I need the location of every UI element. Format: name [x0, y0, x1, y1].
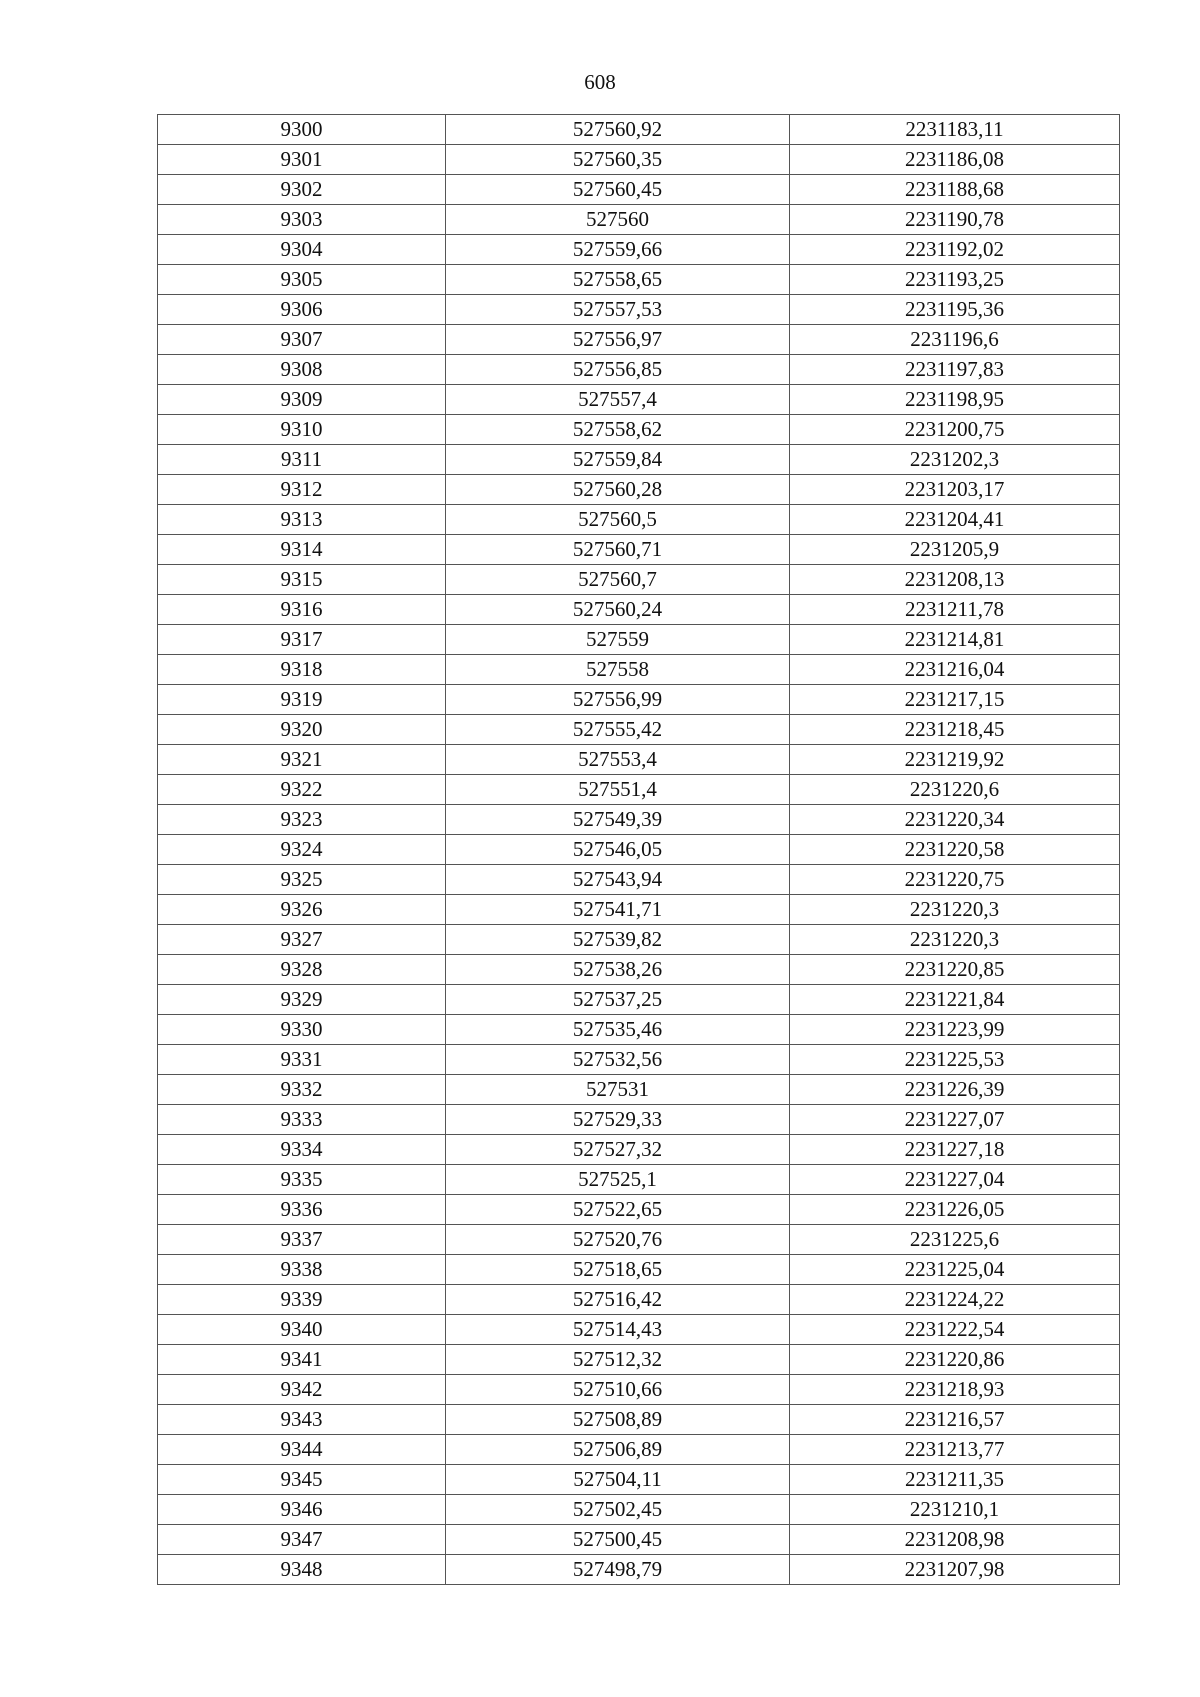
x-coordinate-cell: 527560,5: [446, 505, 790, 535]
table-row: [158, 835, 1120, 865]
x-coordinate-cell: 527522,65: [446, 1195, 790, 1225]
x-coordinate-cell: 527543,94: [446, 865, 790, 895]
x-coordinate-cell: 527556,97: [446, 325, 790, 355]
table-row: [158, 595, 1120, 625]
point-number-cell: 9314: [158, 535, 446, 565]
x-coordinate-cell: 527557,53: [446, 295, 790, 325]
x-coordinate-cell: 527549,39: [446, 805, 790, 835]
x-coordinate-cell: 527516,42: [446, 1285, 790, 1315]
point-number-cell: 9304: [158, 235, 446, 265]
x-coordinate-cell: 527539,82: [446, 925, 790, 955]
x-coordinate-cell: 527560,45: [446, 175, 790, 205]
y-coordinate-cell: 2231220,3: [790, 925, 1120, 955]
x-coordinate-cell: 527560,35: [446, 145, 790, 175]
y-coordinate-cell: 2231203,17: [790, 475, 1120, 505]
y-coordinate-cell: 2231227,07: [790, 1105, 1120, 1135]
y-coordinate-cell: 2231213,77: [790, 1435, 1120, 1465]
x-coordinate-cell: 527529,33: [446, 1105, 790, 1135]
x-coordinate-cell: 527537,25: [446, 985, 790, 1015]
point-number-cell: 9321: [158, 745, 446, 775]
y-coordinate-cell: 2231197,83: [790, 355, 1120, 385]
point-number-cell: 9346: [158, 1495, 446, 1525]
x-coordinate-cell: 527518,65: [446, 1255, 790, 1285]
x-coordinate-cell: 527520,76: [446, 1225, 790, 1255]
point-number-cell: 9331: [158, 1045, 446, 1075]
table-row: [158, 1105, 1120, 1135]
point-number-cell: 9310: [158, 415, 446, 445]
table-row: [158, 1435, 1120, 1465]
table-row: [158, 1525, 1120, 1555]
x-coordinate-cell: 527555,42: [446, 715, 790, 745]
table-row: [158, 1495, 1120, 1525]
point-number-cell: 9335: [158, 1165, 446, 1195]
point-number-cell: 9345: [158, 1465, 446, 1495]
y-coordinate-cell: 2231192,02: [790, 235, 1120, 265]
table-row: [158, 1075, 1120, 1105]
point-number-cell: 9343: [158, 1405, 446, 1435]
point-number-cell: 9332: [158, 1075, 446, 1105]
y-coordinate-cell: 2231218,93: [790, 1375, 1120, 1405]
table-row: [158, 985, 1120, 1015]
table-row: [158, 325, 1120, 355]
y-coordinate-cell: 2231216,04: [790, 655, 1120, 685]
x-coordinate-cell: 527504,11: [446, 1465, 790, 1495]
x-coordinate-cell: 527556,99: [446, 685, 790, 715]
x-coordinate-cell: 527559,66: [446, 235, 790, 265]
table-row: [158, 1045, 1120, 1075]
y-coordinate-cell: 2231220,58: [790, 835, 1120, 865]
x-coordinate-cell: 527546,05: [446, 835, 790, 865]
y-coordinate-cell: 2231220,86: [790, 1345, 1120, 1375]
y-coordinate-cell: 2231200,75: [790, 415, 1120, 445]
x-coordinate-cell: 527559,84: [446, 445, 790, 475]
point-number-cell: 9347: [158, 1525, 446, 1555]
table-row: [158, 685, 1120, 715]
x-coordinate-cell: 527508,89: [446, 1405, 790, 1435]
point-number-cell: 9325: [158, 865, 446, 895]
y-coordinate-cell: 2231205,9: [790, 535, 1120, 565]
point-number-cell: 9301: [158, 145, 446, 175]
point-number-cell: 9319: [158, 685, 446, 715]
table-row: [158, 355, 1120, 385]
x-coordinate-cell: 527506,89: [446, 1435, 790, 1465]
y-coordinate-cell: 2231220,75: [790, 865, 1120, 895]
point-number-cell: 9339: [158, 1285, 446, 1315]
y-coordinate-cell: 2231193,25: [790, 265, 1120, 295]
x-coordinate-cell: 527553,4: [446, 745, 790, 775]
point-number-cell: 9313: [158, 505, 446, 535]
y-coordinate-cell: 2231219,92: [790, 745, 1120, 775]
table-row: [158, 1225, 1120, 1255]
table-row: [158, 295, 1120, 325]
x-coordinate-cell: 527527,32: [446, 1135, 790, 1165]
x-coordinate-cell: 527512,32: [446, 1345, 790, 1375]
y-coordinate-cell: 2231225,53: [790, 1045, 1120, 1075]
y-coordinate-cell: 2231196,6: [790, 325, 1120, 355]
x-coordinate-cell: 527502,45: [446, 1495, 790, 1525]
table-row: [158, 1195, 1120, 1225]
table-row: [158, 385, 1120, 415]
point-number-cell: 9330: [158, 1015, 446, 1045]
table-row: [158, 265, 1120, 295]
x-coordinate-cell: 527514,43: [446, 1315, 790, 1345]
y-coordinate-cell: 2231207,98: [790, 1555, 1120, 1585]
point-number-cell: 9327: [158, 925, 446, 955]
point-number-cell: 9326: [158, 895, 446, 925]
table-row: [158, 145, 1120, 175]
x-coordinate-cell: 527535,46: [446, 1015, 790, 1045]
x-coordinate-cell: 527541,71: [446, 895, 790, 925]
point-number-cell: 9300: [158, 115, 446, 145]
y-coordinate-cell: 2231202,3: [790, 445, 1120, 475]
table-row: [158, 535, 1120, 565]
point-number-cell: 9309: [158, 385, 446, 415]
coordinates-table: [157, 114, 1120, 1585]
y-coordinate-cell: 2231198,95: [790, 385, 1120, 415]
x-coordinate-cell: 527498,79: [446, 1555, 790, 1585]
x-coordinate-cell: 527551,4: [446, 775, 790, 805]
x-coordinate-cell: 527560: [446, 205, 790, 235]
table-row: [158, 1405, 1120, 1435]
point-number-cell: 9308: [158, 355, 446, 385]
y-coordinate-cell: 2231222,54: [790, 1315, 1120, 1345]
y-coordinate-cell: 2231220,3: [790, 895, 1120, 925]
point-number-cell: 9334: [158, 1135, 446, 1165]
y-coordinate-cell: 2231227,18: [790, 1135, 1120, 1165]
y-coordinate-cell: 2231227,04: [790, 1165, 1120, 1195]
table-row: [158, 745, 1120, 775]
x-coordinate-cell: 527560,28: [446, 475, 790, 505]
table-row: [158, 1285, 1120, 1315]
table-row: [158, 1375, 1120, 1405]
table-row: [158, 475, 1120, 505]
point-number-cell: 9348: [158, 1555, 446, 1585]
point-number-cell: 9316: [158, 595, 446, 625]
x-coordinate-cell: 527510,66: [446, 1375, 790, 1405]
y-coordinate-cell: 2231221,84: [790, 985, 1120, 1015]
point-number-cell: 9341: [158, 1345, 446, 1375]
table-row: [158, 895, 1120, 925]
x-coordinate-cell: 527559: [446, 625, 790, 655]
table-row: [158, 235, 1120, 265]
y-coordinate-cell: 2231183,11: [790, 115, 1120, 145]
point-number-cell: 9323: [158, 805, 446, 835]
y-coordinate-cell: 2231225,04: [790, 1255, 1120, 1285]
x-coordinate-cell: 527500,45: [446, 1525, 790, 1555]
point-number-cell: 9338: [158, 1255, 446, 1285]
table-row: [158, 505, 1120, 535]
y-coordinate-cell: 2231223,99: [790, 1015, 1120, 1045]
table-row: [158, 1165, 1120, 1195]
point-number-cell: 9318: [158, 655, 446, 685]
point-number-cell: 9302: [158, 175, 446, 205]
table-row: [158, 1255, 1120, 1285]
y-coordinate-cell: 2231211,35: [790, 1465, 1120, 1495]
table-row: [158, 445, 1120, 475]
point-number-cell: 9322: [158, 775, 446, 805]
x-coordinate-cell: 527560,92: [446, 115, 790, 145]
point-number-cell: 9315: [158, 565, 446, 595]
point-number-cell: 9306: [158, 295, 446, 325]
point-number-cell: 9320: [158, 715, 446, 745]
x-coordinate-cell: 527558,62: [446, 415, 790, 445]
table-row: [158, 115, 1120, 145]
point-number-cell: 9333: [158, 1105, 446, 1135]
y-coordinate-cell: 2231210,1: [790, 1495, 1120, 1525]
y-coordinate-cell: 2231204,41: [790, 505, 1120, 535]
y-coordinate-cell: 2231216,57: [790, 1405, 1120, 1435]
table-row: [158, 865, 1120, 895]
x-coordinate-cell: 527558: [446, 655, 790, 685]
table-row: [158, 955, 1120, 985]
table-row: [158, 1015, 1120, 1045]
point-number-cell: 9317: [158, 625, 446, 655]
x-coordinate-cell: 527560,7: [446, 565, 790, 595]
y-coordinate-cell: 2231224,22: [790, 1285, 1120, 1315]
point-number-cell: 9336: [158, 1195, 446, 1225]
y-coordinate-cell: 2231226,05: [790, 1195, 1120, 1225]
y-coordinate-cell: 2231220,85: [790, 955, 1120, 985]
x-coordinate-cell: 527538,26: [446, 955, 790, 985]
coordinates-table-body: [158, 115, 1120, 1585]
point-number-cell: 9342: [158, 1375, 446, 1405]
x-coordinate-cell: 527556,85: [446, 355, 790, 385]
table-row: [158, 205, 1120, 235]
point-number-cell: 9305: [158, 265, 446, 295]
point-number-cell: 9340: [158, 1315, 446, 1345]
y-coordinate-cell: 2231195,36: [790, 295, 1120, 325]
y-coordinate-cell: 2231208,13: [790, 565, 1120, 595]
point-number-cell: 9311: [158, 445, 446, 475]
point-number-cell: 9328: [158, 955, 446, 985]
table-row: [158, 805, 1120, 835]
table-row: [158, 775, 1120, 805]
x-coordinate-cell: 527531: [446, 1075, 790, 1105]
y-coordinate-cell: 2231214,81: [790, 625, 1120, 655]
table-row: [158, 655, 1120, 685]
table-row: [158, 1465, 1120, 1495]
x-coordinate-cell: 527532,56: [446, 1045, 790, 1075]
x-coordinate-cell: 527558,65: [446, 265, 790, 295]
x-coordinate-cell: 527560,71: [446, 535, 790, 565]
table-row: [158, 1555, 1120, 1585]
table-row: [158, 415, 1120, 445]
page-number: 608: [584, 70, 616, 94]
table-row: [158, 1345, 1120, 1375]
table-row: [158, 1135, 1120, 1165]
point-number-cell: 9324: [158, 835, 446, 865]
x-coordinate-cell: 527557,4: [446, 385, 790, 415]
table-row: [158, 715, 1120, 745]
point-number-cell: 9337: [158, 1225, 446, 1255]
table-row: [158, 1315, 1120, 1345]
table-row: [158, 925, 1120, 955]
table-row: [158, 175, 1120, 205]
y-coordinate-cell: 2231226,39: [790, 1075, 1120, 1105]
table-row: [158, 625, 1120, 655]
table-row: [158, 565, 1120, 595]
point-number-cell: 9329: [158, 985, 446, 1015]
y-coordinate-cell: 2231217,15: [790, 685, 1120, 715]
y-coordinate-cell: 2231186,08: [790, 145, 1120, 175]
point-number-cell: 9303: [158, 205, 446, 235]
y-coordinate-cell: 2231211,78: [790, 595, 1120, 625]
y-coordinate-cell: 2231188,68: [790, 175, 1120, 205]
x-coordinate-cell: 527560,24: [446, 595, 790, 625]
y-coordinate-cell: 2231218,45: [790, 715, 1120, 745]
y-coordinate-cell: 2231220,6: [790, 775, 1120, 805]
point-number-cell: 9307: [158, 325, 446, 355]
point-number-cell: 9344: [158, 1435, 446, 1465]
y-coordinate-cell: 2231208,98: [790, 1525, 1120, 1555]
point-number-cell: 9312: [158, 475, 446, 505]
y-coordinate-cell: 2231225,6: [790, 1225, 1120, 1255]
y-coordinate-cell: 2231220,34: [790, 805, 1120, 835]
y-coordinate-cell: 2231190,78: [790, 205, 1120, 235]
x-coordinate-cell: 527525,1: [446, 1165, 790, 1195]
